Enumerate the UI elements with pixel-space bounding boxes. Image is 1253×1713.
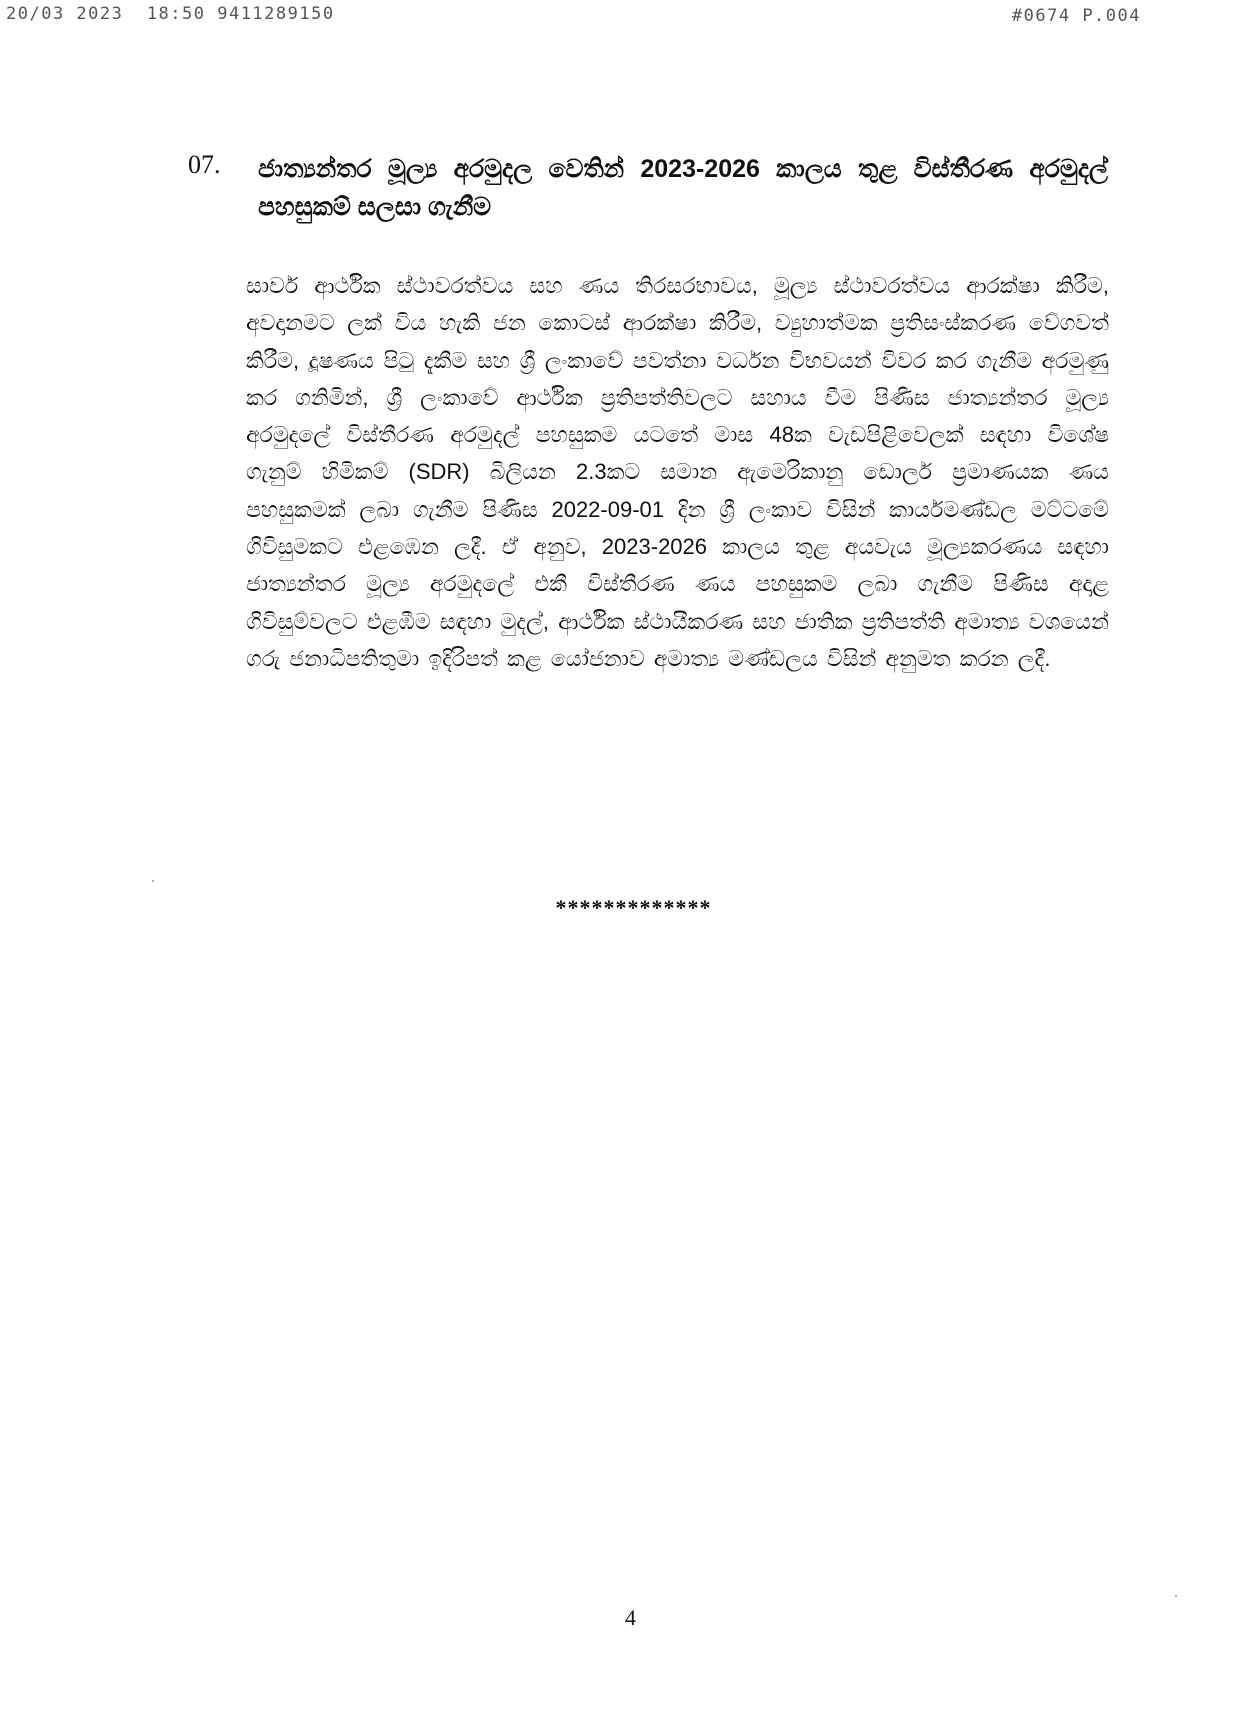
item-title: ජාත්‍යන්තර මූල්‍ය අරමුදල වෙතින් 2023-2026 කාලය තුළ විස්තීරණ අරමුදල් පහසුකම් සලසා ගැනීම bbox=[258, 155, 1108, 221]
scan-speck bbox=[152, 880, 154, 882]
item-body-paragraph: සාර්ව ආර්ථික ස්ථාවරත්වය සහ ණය තිරසරභාවය, මූල්‍ය ස්ථාවරත්වය ආරක්ෂා කිරීම, අවදානමට ලක් විය හැකි ජන කොටස් ආරක්ෂා කිරීම, ව්‍යුහාත්මක ප්‍රතිසංස්කරණ වේගවත් කිරීම, දූෂණය පිටු දැකීම සහ ශ්‍රී ලංකාවේ පවත්නා වර්ධන විභවයන් විවර කර ගැනීම අරමුණු කර ගනිමින්, ශ්‍රී ලංකාවේ ආර්ථික ප්‍රතිපත්තිවලට සහාය වීම පිණිස ජාත්‍යන්තර මූල්‍ය අරමුදලේ විස්තීරණ අරමුදල් පහසුකම යටතේ මාස 48ක වැඩපිළිවෙලක් සඳහා විශේෂ ගැනුම් හිමිකම් (SDR) බිලියන 2.3කට සමාන ඇමෙරිකානු ඩොලර් ප්‍රමාණයක ණය පහසුකමක් ලබා ගැනීම පිණිස 2022-09-01 දින ශ්‍රී ලංකාව විසින් කාර්යමණ්ඩල මට්ටමේ ගිවිසුමකට එළඹෙන ලදී. ඒ අනුව, 2023-2026 කාලය තුළ අයවැය මූල්‍යකරණය සඳහා ජාත්‍යන්තර මූල්‍ය අරමුදලේ එකී විස්තීරණ ණය පහසුකම ලබා ගැනීම පිණිස අදාළ ගිවිසුම්වලට එළඹීම සඳහා මුදල්, ආර්ථික ස්ථායීකරණ සහ ජාතික ප්‍රතිපත්ති අමාත්‍ය වශයෙන් ගරු ජනාධිපතිතුමා ඉදිරිපත් කළ යෝජනාව අමාත්‍ය මණ්ඩලය විසින් අනුමත කරන ලදී. bbox=[246, 273, 1109, 671]
section-separator: ************* bbox=[555, 895, 712, 920]
item-number: 07. bbox=[188, 150, 221, 179]
fax-header bbox=[0, 4, 1253, 30]
fax-page-reference: #0674 P.004 bbox=[1011, 6, 1141, 26]
page-number: 4 bbox=[625, 1605, 636, 1630]
scan-speck bbox=[1175, 1595, 1177, 1597]
fax-transmission-info: 20/03 2023 18:50 9411289150 bbox=[6, 4, 335, 24]
